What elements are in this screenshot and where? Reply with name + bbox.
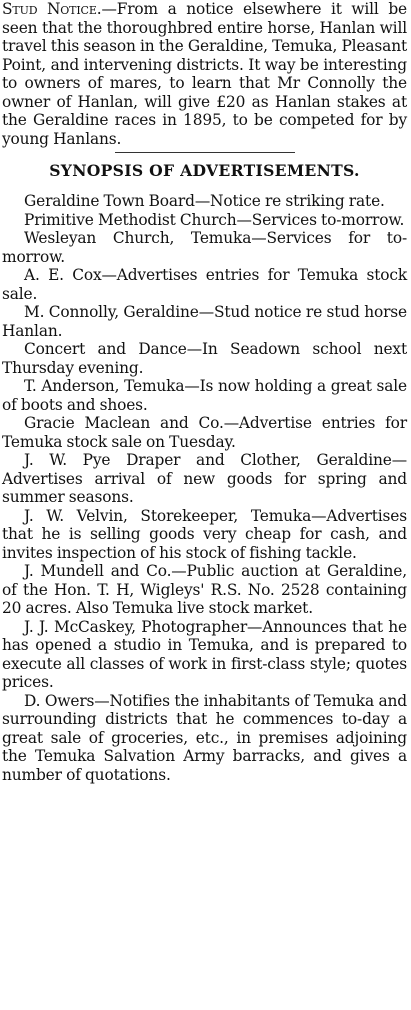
advertisement-item: Concert and Dance—In Seadown school next Thursday evening.: [2, 340, 407, 377]
stud-notice-lead: Stud Notice.: [2, 0, 102, 18]
advertisement-item: J. W. Pye Draper and Clother, Geraldine—Advertises arrival of new goods for spring and summer seasons.: [2, 451, 407, 506]
section-divider: [115, 152, 295, 153]
advertisement-item: Geraldine Town Board—Notice re striking rate.: [24, 192, 385, 210]
advertisement-item: J. Mundell and Co.—Public auction at Geraldine, of the Hon. T. H, Wigleys' R.S. No. 2528 containing 20 acres. Also Temuka live stock market.: [2, 562, 407, 617]
synopsis-heading: SYNOPSIS OF ADVERTISEMENTS.: [49, 161, 360, 180]
advertisement-item: Gracie Maclean and Co.—Advertise entries for Temuka stock sale on Tuesday.: [2, 414, 407, 451]
advertisement-item: M. Connolly, Geraldine—Stud notice re stud horse Hanlan.: [2, 303, 407, 340]
advertisement-item: Wesleyan Church, Temuka—Services for to-morrow.: [2, 229, 407, 266]
advertisement-item: A. E. Cox—Advertises entries for Temuka stock sale.: [2, 266, 407, 303]
advertisement-list: [2, 192, 407, 784]
advertisement-item: D. Owers—Notifies the inhabitants of Temuka and surrounding districts that he commences to-day a great sale of groceries, etc., in premises adjoining the Temuka Salvation Army barracks, and gives a number of quotations.: [2, 691, 407, 784]
advertisement-item: T. Anderson, Temuka—Is now holding a great sale of boots and shoes.: [2, 377, 407, 414]
stud-notice-body: —From a notice elsewhere it will be seen that the thoroughbred entire horse, Hanlan will travel this season in the Geraldine, Temuka, Pleasant Point, and intervening districts. It way be interesting to owners of mares, to learn that Mr Connolly the owner of Hanlan, will give £20 as Hanlan stakes at the Geraldine races in 1895, to be competed for by young Hanlans.: [2, 0, 407, 148]
advertisement-item: Primitive Methodist Church—Services to-morrow.: [24, 210, 405, 229]
stud-notice-paragraph: [2, 0, 407, 148]
advertisement-item: J. W. Velvin, Storekeeper, Temuka—Advertises that he is selling goods very cheap for cash, and invites inspection of his stock of fishing tackle.: [2, 506, 407, 562]
advertisement-item: J. J. McCaskey, Photographer—Announces that he has opened a studio in Temuka, and is prepared to execute all classes of work in first-class style; quotes prices.: [2, 617, 407, 691]
